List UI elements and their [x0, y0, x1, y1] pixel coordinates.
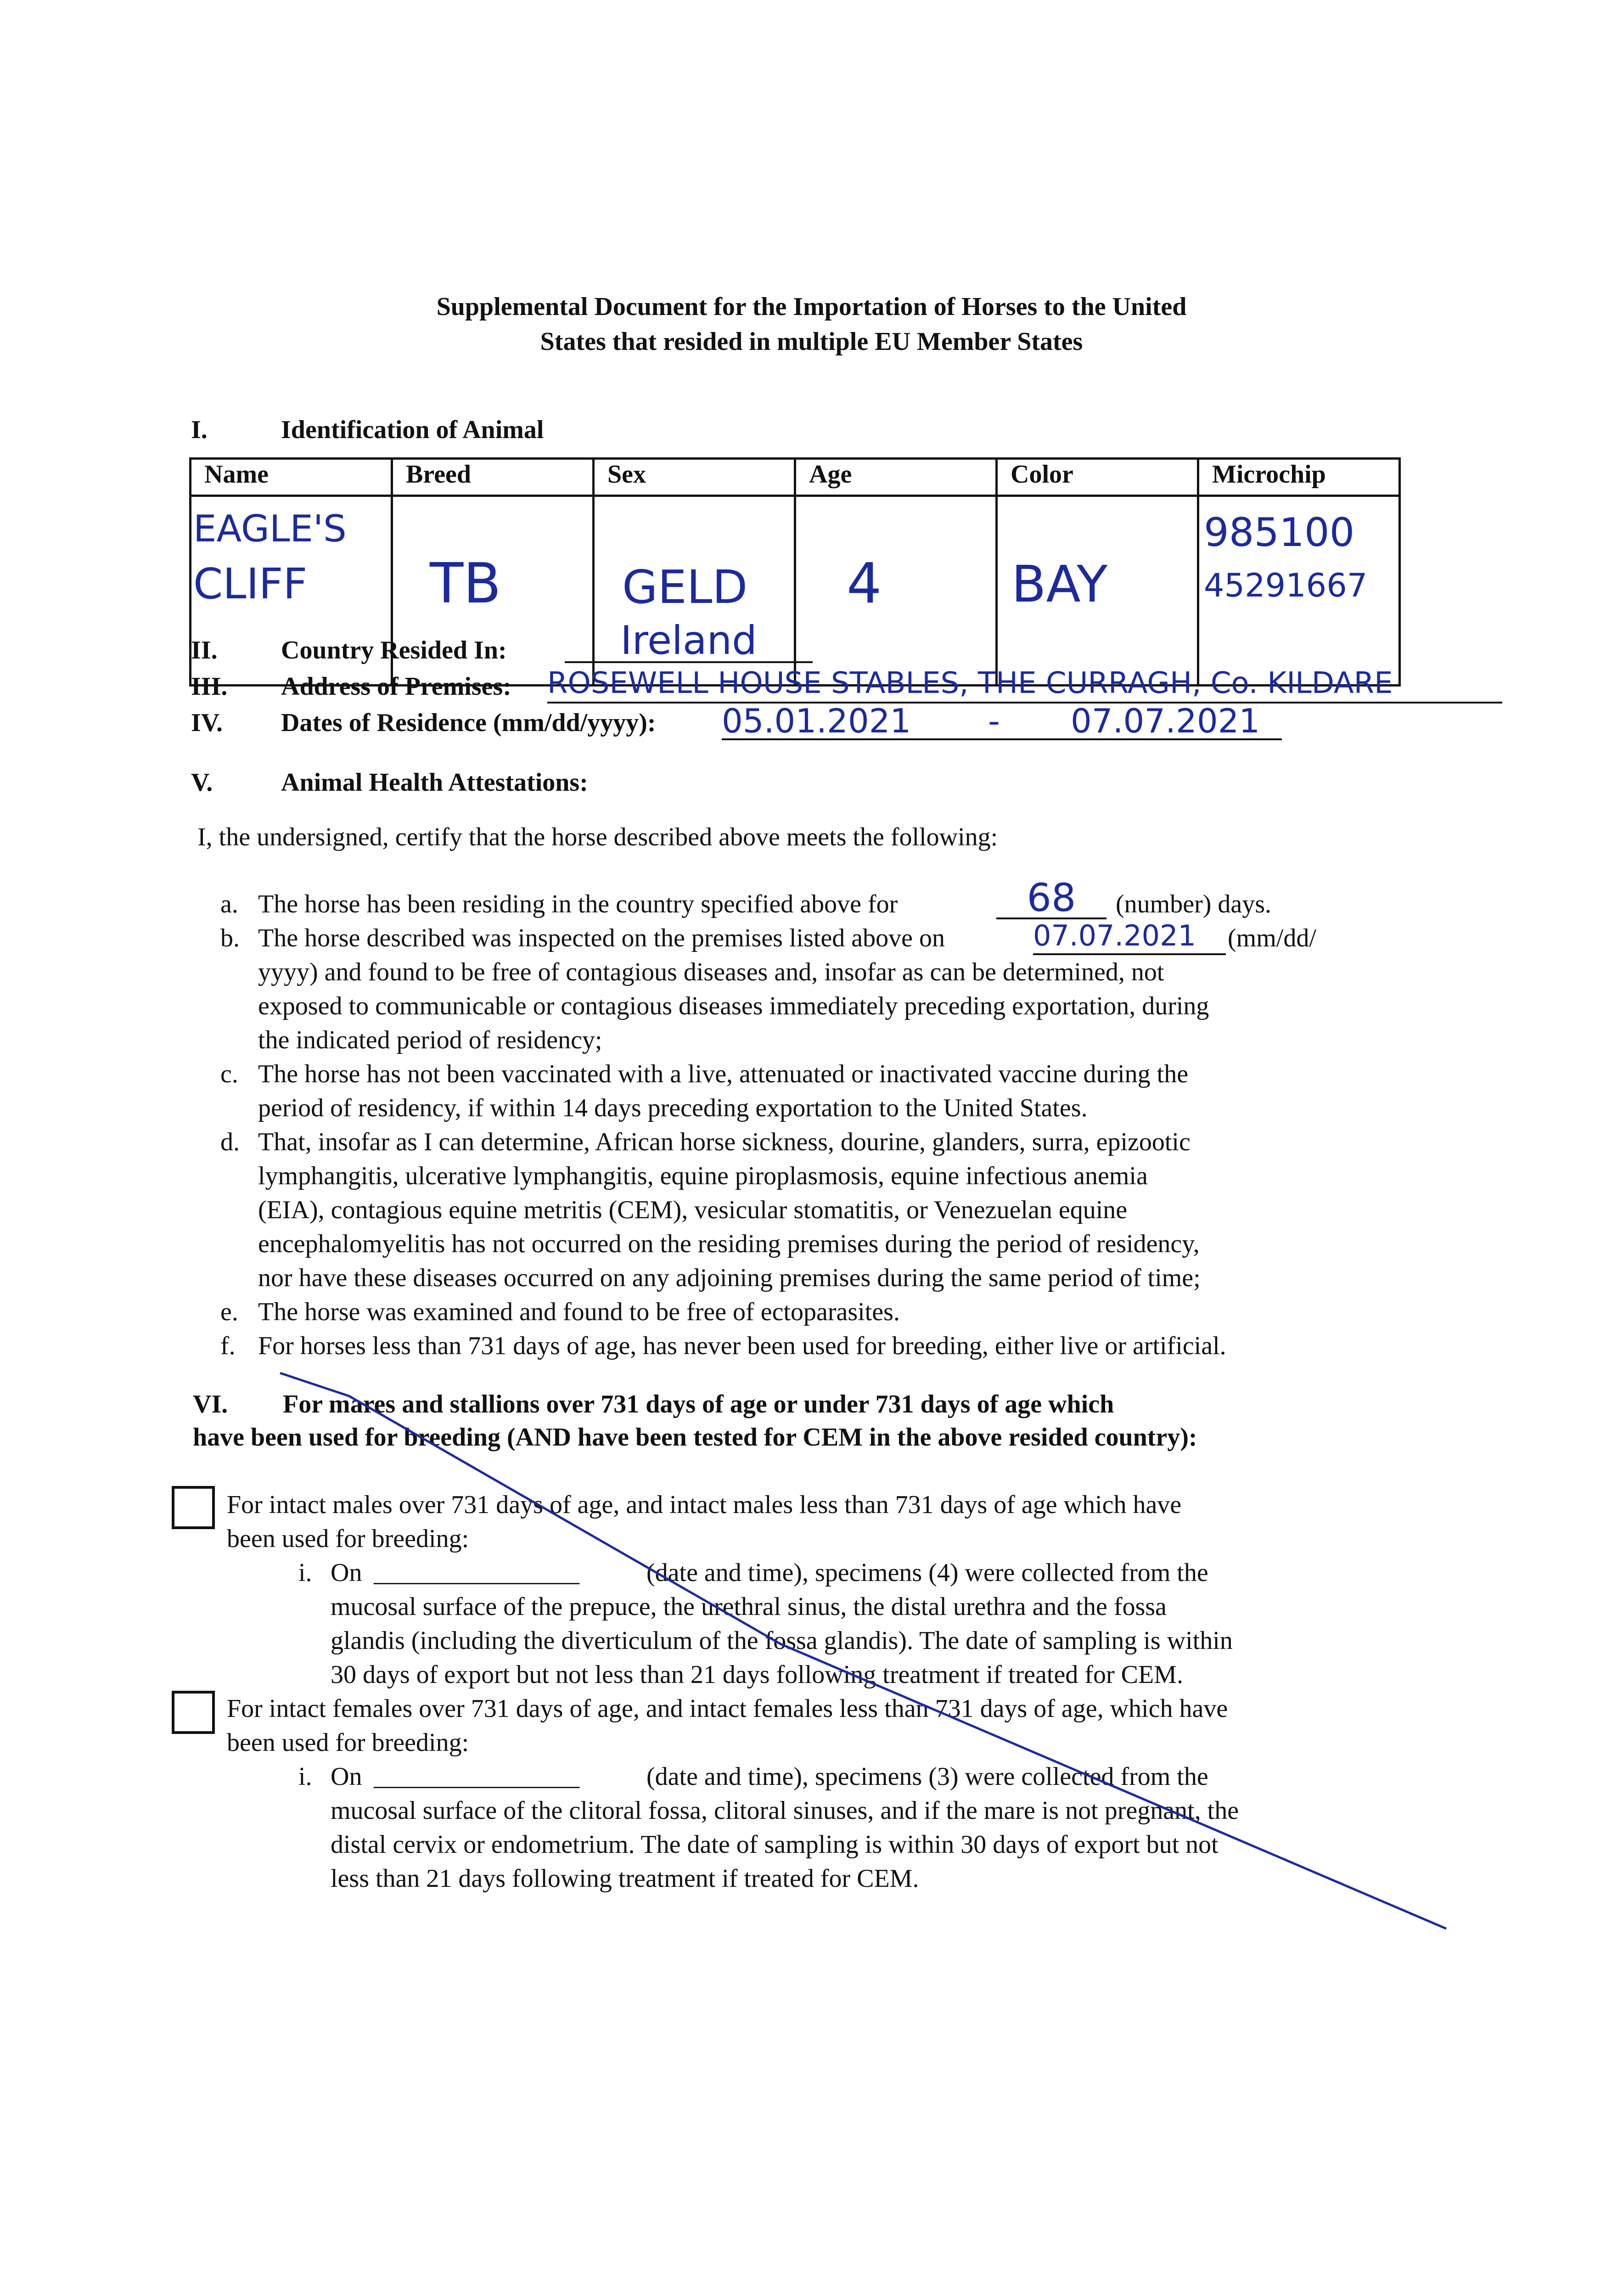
section-2-number: II.	[191, 636, 218, 664]
males-i-on: On	[331, 1559, 362, 1587]
value-microchip-line-1: 985100	[1204, 510, 1355, 556]
section-1-label: Identification of Animal	[281, 416, 544, 444]
header-name: Name	[191, 459, 392, 496]
item-d-line-3: (EIA), contagious equine metritis (CEM), vesicular stomatitis, or Venezuelan equine	[258, 1196, 1128, 1224]
males-i-line-3: glandis (including the diverticulum of the fossa glandis). The date of sampling is within	[331, 1626, 1233, 1655]
item-b-suffix: (mm/dd/	[1228, 924, 1316, 952]
females-line-1: For intact females over 731 days of age, and intact females less than 731 days of age, which have	[227, 1694, 1228, 1723]
item-d-line-5: nor have these diseases occurred on any adjoining premises during the same period of time;	[258, 1264, 1201, 1292]
females-line-2: been used for breeding:	[227, 1728, 469, 1757]
value-microchip-line-2: 45291667	[1204, 567, 1368, 604]
item-f-marker: f.	[220, 1332, 236, 1360]
header-microchip: Microchip	[1198, 459, 1400, 496]
item-b-line-2: yyyy) and found to be free of contagious diseases and, insofar as can be determined, not	[258, 958, 1164, 986]
section-4-label: Dates of Residence (mm/dd/yyyy):	[281, 709, 656, 737]
section-6-number: VI.	[193, 1390, 228, 1418]
value-breed: TB	[392, 496, 594, 686]
header-breed: Breed	[392, 459, 594, 496]
item-a-marker: a.	[220, 890, 238, 918]
section-6-line-2: have been used for breeding (AND have been tested for CEM in the above resided country):	[193, 1423, 1197, 1452]
item-d-marker: d.	[220, 1128, 240, 1156]
value-age: 4	[795, 496, 997, 686]
value-address: ROSEWELL HOUSE STABLES, THE CURRAGH, Co. KILDARE	[547, 665, 1502, 703]
item-c-marker: c.	[220, 1060, 238, 1088]
value-country: Ireland	[565, 620, 813, 663]
item-f-line-1: For horses less than 731 days of age, has never been used for breeding, either live or artificial.	[258, 1332, 1226, 1360]
item-a-text: The horse has been residing in the country specified above for	[258, 890, 898, 918]
males-i-line-2: mucosal surface of the prepuce, the urethral sinus, the distal urethra and the fossa	[331, 1593, 1167, 1621]
item-b-text: The horse described was inspected on the premises listed above on	[258, 924, 945, 952]
females-date-blank: ________________	[374, 1762, 579, 1791]
value-inspection-date: 07.07.2021	[1033, 918, 1226, 955]
item-a-suffix: (number) days.	[1116, 890, 1272, 918]
females-i-line-4: less than 21 days following treatment if treated for CEM.	[331, 1864, 919, 1893]
females-i-marker: i.	[298, 1762, 312, 1791]
males-line-1: For intact males over 731 days of age, and intact males less than 731 days of age which have	[227, 1491, 1182, 1519]
value-date-dash: -	[988, 702, 1000, 740]
header-color: Color	[997, 459, 1198, 496]
pen-stroke	[280, 1373, 1446, 1929]
item-d-line-2: lymphangitis, ulcerative lymphangitis, equine piroplasmosis, equine infectious anemia	[258, 1162, 1148, 1190]
section-2-label: Country Resided In:	[281, 636, 507, 664]
item-e-line-1: The horse was examined and found to be free of ectoparasites.	[258, 1298, 900, 1326]
value-sex: GELD	[594, 496, 795, 686]
value-residency-days: 68	[996, 878, 1106, 919]
item-e-marker: e.	[220, 1298, 238, 1326]
item-b-marker: b.	[220, 924, 240, 952]
females-i-text: (date and time), specimens (3) were collected from the	[646, 1762, 1208, 1791]
males-i-line-4: 30 days of export but not less than 21 days following treatment if treated for CEM.	[331, 1660, 1183, 1689]
value-name-line-2: CLIFF	[193, 559, 308, 608]
title-line-1: Supplemental Document for the Importation of Horses to the United	[436, 293, 1187, 321]
header-sex: Sex	[594, 459, 795, 496]
section-4-number: IV.	[191, 709, 223, 737]
value-name-line-1: EAGLE'S	[193, 507, 347, 550]
males-date-blank: ________________	[374, 1559, 579, 1587]
value-date-from: 05.01.2021	[722, 702, 911, 740]
males-line-2: been used for breeding:	[227, 1525, 469, 1553]
section-1-number: I.	[191, 416, 208, 444]
males-i-marker: i.	[298, 1559, 312, 1587]
item-b-line-4: the indicated period of residency;	[258, 1026, 602, 1054]
females-i-line-3: distal cervix or endometrium. The date of sampling is within 30 days of export but not	[331, 1830, 1219, 1859]
value-date-to: 07.07.2021	[1071, 702, 1260, 740]
females-i-line-2: mucosal surface of the clitoral fossa, clitoral sinuses, and if the mare is not pregnant, the	[331, 1796, 1239, 1825]
item-c-line-1: The horse has not been vaccinated with a live, attenuated or inactivated vaccine during the	[258, 1060, 1189, 1088]
item-d-line-1: That, insofar as I can determine, African horse sickness, dourine, glanders, surra, epizootic	[258, 1128, 1191, 1156]
males-i-text: (date and time), specimens (4) were collected from the	[646, 1559, 1208, 1587]
section-6-line-1: For mares and stallions over 731 days of age or under 731 days of age which	[283, 1390, 1114, 1418]
section-5-label: Animal Health Attestations:	[281, 768, 588, 797]
certify-statement: I, the undersigned, certify that the horse described above meets the following:	[197, 823, 998, 851]
section-5-number: V.	[191, 768, 213, 797]
section-3-label: Address of Premises:	[281, 672, 511, 701]
females-i-on: On	[331, 1762, 362, 1791]
section-3-number: III.	[191, 672, 228, 701]
item-c-line-2: period of residency, if within 14 days preceding exportation to the United States.	[258, 1094, 1088, 1122]
item-b-line-3: exposed to communicable or contagious diseases immediately preceding exportation, during	[258, 992, 1209, 1020]
header-age: Age	[795, 459, 997, 496]
item-d-line-4: encephalomyelitis has not occurred on the residing premises during the period of residency,	[258, 1230, 1200, 1258]
value-color: BAY	[997, 496, 1198, 686]
title-line-2: States that resided in multiple EU Member States	[540, 327, 1083, 356]
